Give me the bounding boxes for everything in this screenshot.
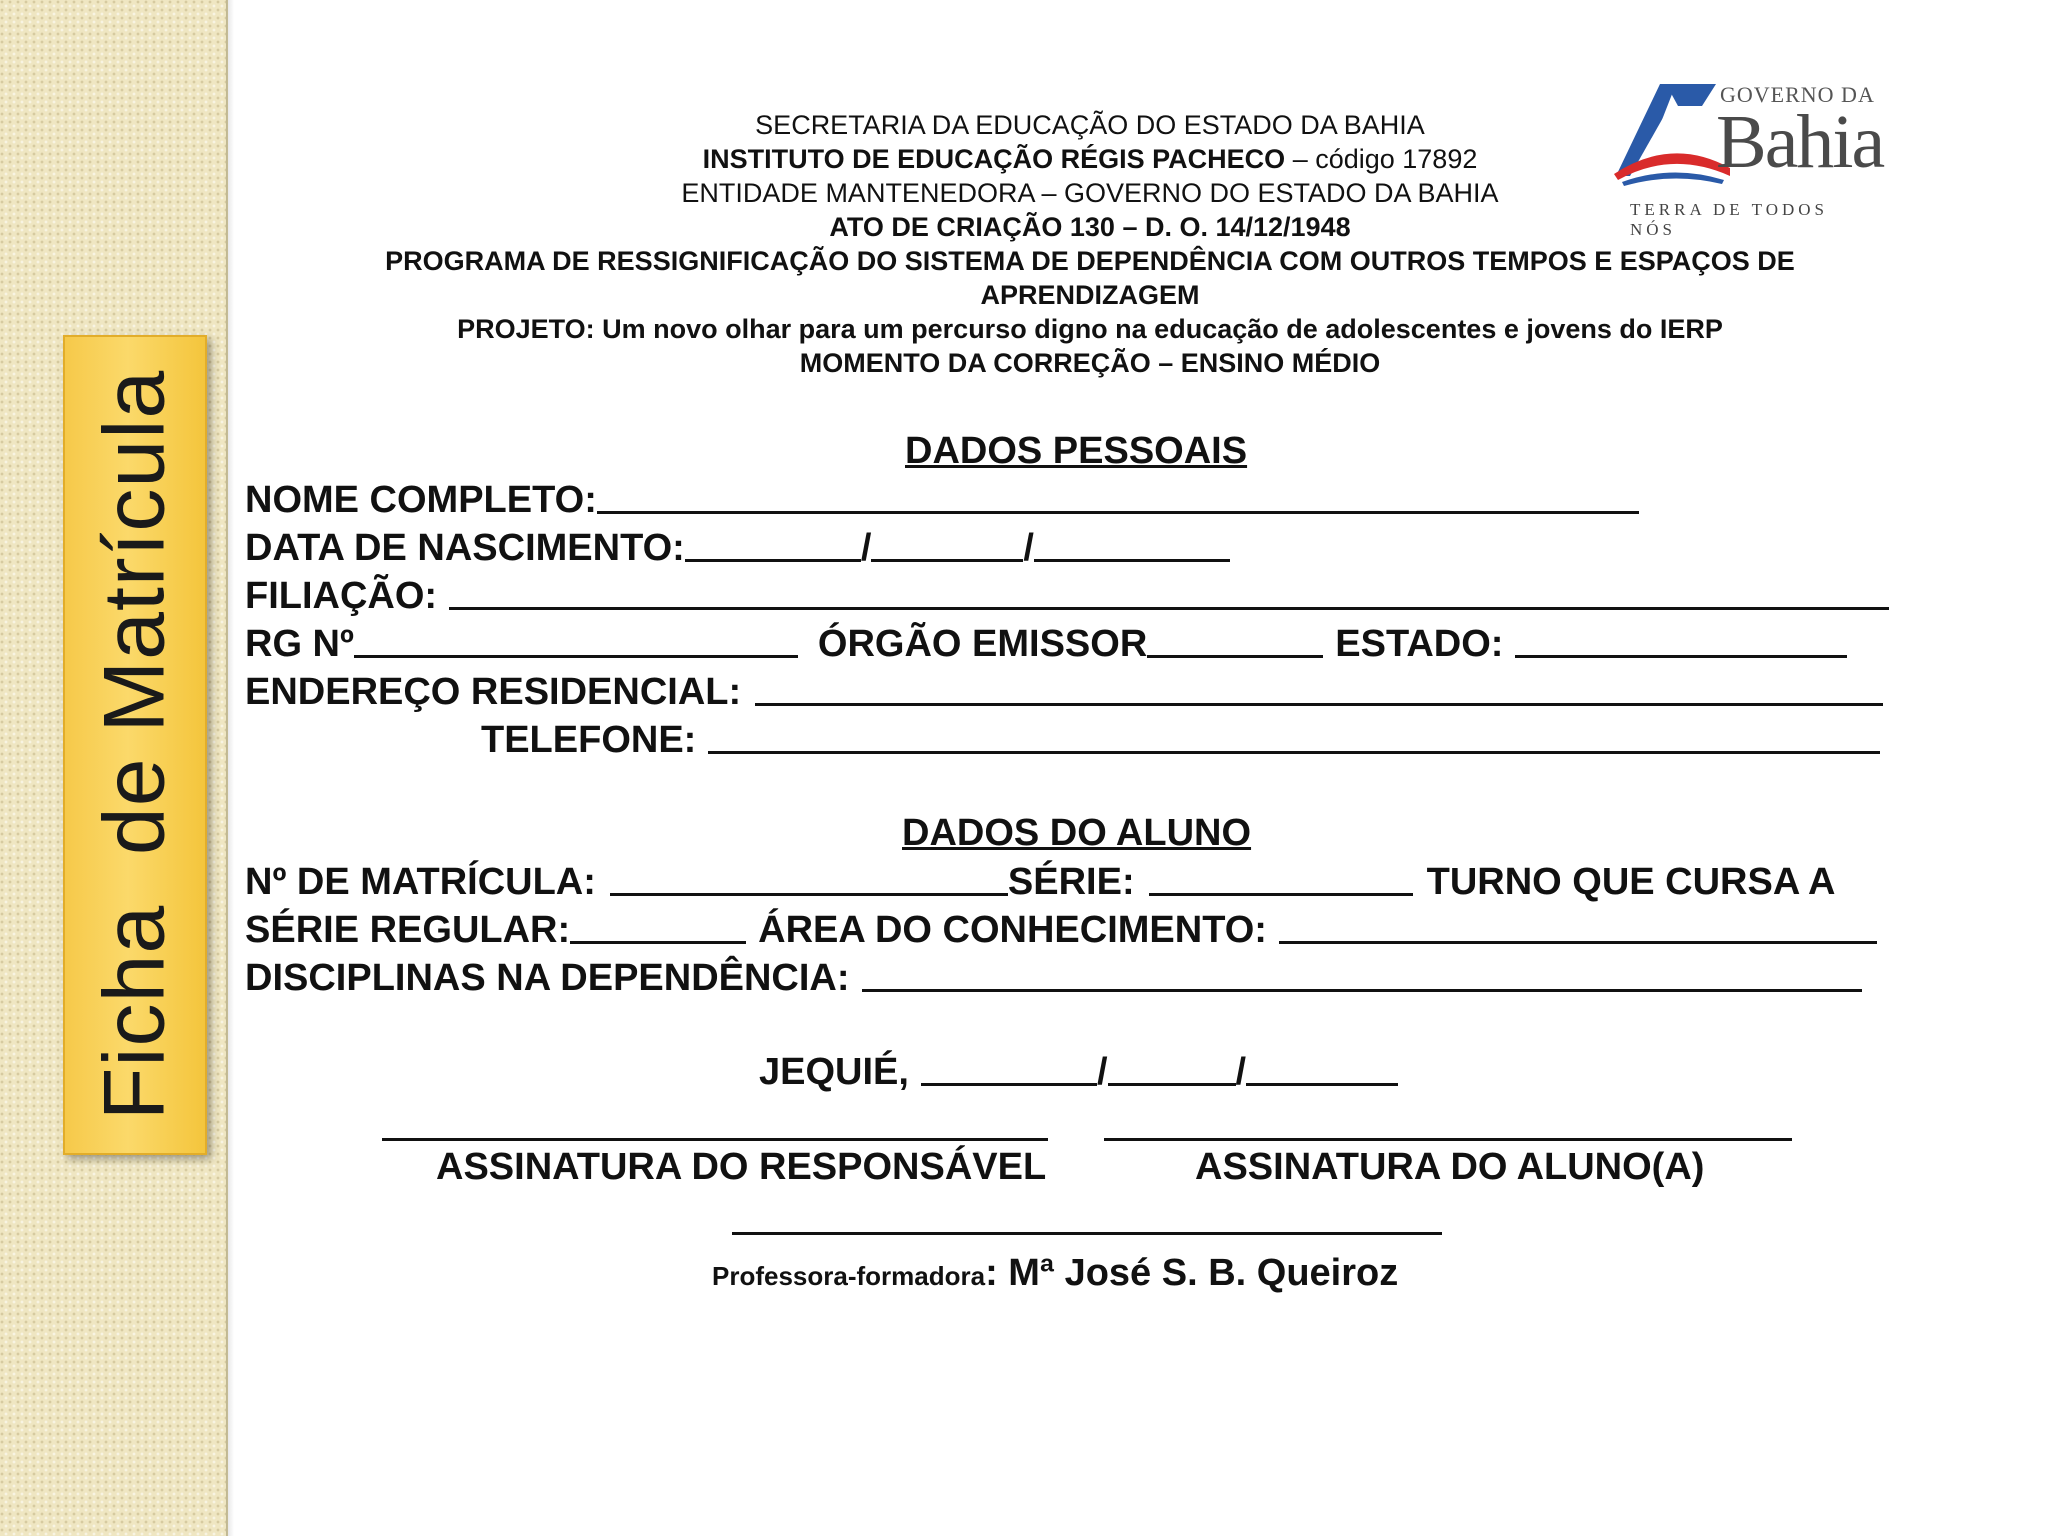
label-professora-formadora: Professora-formadora (712, 1261, 986, 1291)
field-serie[interactable] (1149, 893, 1413, 896)
label-matricula: Nº DE MATRÍCULA: (245, 861, 596, 903)
field-nascimento-dia[interactable] (685, 559, 861, 562)
label-data-nascimento: DATA DE NASCIMENTO: (245, 527, 685, 569)
field-serie-regular[interactable] (570, 941, 746, 944)
professora-name: Mª José S. B. Queiroz (997, 1252, 1399, 1294)
page-title: Ficha de Matrícula (86, 369, 183, 1121)
field-nascimento-mes[interactable] (871, 559, 1023, 562)
header-instituto (310, 142, 1870, 176)
label-area-conhecimento: ÁREA DO CONHECIMENTO: (758, 909, 1267, 951)
row-rg (245, 620, 1847, 668)
date-separator: / (860, 527, 872, 569)
header-programa-cont: APRENDIZAGEM (980, 280, 1200, 310)
label-assinatura-aluno: ASSINATURA DO ALUNO(A) (1195, 1146, 1705, 1188)
label-nome-completo: NOME COMPLETO: (245, 479, 597, 521)
header-momento: MOMENTO DA CORREÇÃO – ENSINO MÉDIO (799, 348, 1381, 378)
title-tab (63, 335, 207, 1155)
field-area-conhecimento[interactable] (1279, 941, 1877, 944)
label-serie-regular: SÉRIE REGULAR: (245, 909, 571, 951)
field-data-mes[interactable] (1108, 1083, 1236, 1086)
label-rg: RG Nº (245, 623, 354, 665)
field-filiacao[interactable] (449, 607, 1889, 610)
row-endereco (245, 668, 1883, 716)
field-rg[interactable] (354, 655, 798, 658)
header-instituto-name: INSTITUTO DE EDUCAÇÃO RÉGIS PACHECO (702, 144, 1286, 174)
row-local-data (759, 1048, 1398, 1096)
label-telefone: TELEFONE: (481, 719, 697, 761)
section-title-dados-pessoais: DADOS PESSOAIS (905, 430, 1248, 472)
field-data-ano[interactable] (1246, 1083, 1398, 1086)
field-estado[interactable] (1515, 655, 1847, 658)
row-nome-completo (245, 476, 1639, 524)
label-disciplinas: DISCIPLINAS NA DEPENDÊNCIA: (245, 957, 850, 999)
row-telefone (481, 716, 1880, 764)
field-disciplinas[interactable] (862, 989, 1862, 992)
label-endereco: ENDEREÇO RESIDENCIAL: (245, 671, 742, 713)
field-orgao-emissor[interactable] (1147, 655, 1323, 658)
header-entidade: ENTIDADE MANTENEDORA – GOVERNO DO ESTADO DA BAHIA (681, 178, 1499, 208)
date-separator: / (1235, 1051, 1247, 1093)
logo-governo-text: GOVERNO DA (1720, 82, 1875, 107)
signature-line-aluno[interactable] (1104, 1138, 1792, 1141)
field-telefone[interactable] (708, 751, 1880, 754)
label-estado: ESTADO: (1335, 623, 1504, 665)
label-serie: SÉRIE: (1007, 861, 1135, 903)
field-nascimento-ano[interactable] (1034, 559, 1230, 562)
label-filiacao: FILIAÇÃO: (245, 575, 438, 617)
header-instituto-code: – código 17892 (1285, 144, 1478, 174)
row-filiacao (245, 572, 1889, 620)
field-nome-completo[interactable] (597, 511, 1639, 514)
signature-line-responsavel[interactable] (382, 1138, 1048, 1141)
date-separator: / (1096, 1051, 1108, 1093)
label-turno: TURNO QUE CURSA A (1426, 861, 1836, 903)
label-jequie: JEQUIÉ, (759, 1051, 909, 1093)
field-endereco[interactable] (755, 703, 1883, 706)
section-title-dados-aluno: DADOS DO ALUNO (902, 812, 1252, 854)
header-programa: PROGRAMA DE RESSIGNIFICAÇÃO DO SISTEMA DE DEPENDÊNCIA COM OUTROS TEMPOS E ESPAÇOS DE (385, 246, 1795, 276)
signature-line-professora[interactable] (732, 1232, 1442, 1235)
header-projeto: PROJETO: Um novo olhar para um percurso digno na educação de adolescentes e jovens do IERP (457, 314, 1723, 344)
row-data-nascimento (245, 524, 1230, 572)
header-ato: ATO DE CRIAÇÃO 130 – D. O. 14/12/1948 (829, 212, 1351, 242)
logo-bahia-text: Bahia (1716, 100, 1884, 184)
header-secretaria: SECRETARIA DA EDUCAÇÃO DO ESTADO DA BAHIA (755, 110, 1425, 140)
field-data-dia[interactable] (921, 1083, 1097, 1086)
field-matricula[interactable] (610, 893, 1008, 896)
row-serie-regular (245, 906, 1877, 954)
logo-tagline: TERRA DE TODOS NÓS (1630, 200, 1829, 239)
date-separator: / (1023, 527, 1034, 569)
professora-credit (712, 1252, 1398, 1295)
row-disciplinas (245, 954, 1862, 1002)
row-matricula (245, 858, 1835, 906)
professora-colon: : (985, 1252, 998, 1294)
label-assinatura-responsavel: ASSINATURA DO RESPONSÁVEL (436, 1146, 1047, 1188)
label-orgao-emissor: ÓRGÃO EMISSOR (817, 623, 1148, 665)
side-panel-shadow (226, 0, 234, 1536)
document-header (310, 108, 1870, 380)
